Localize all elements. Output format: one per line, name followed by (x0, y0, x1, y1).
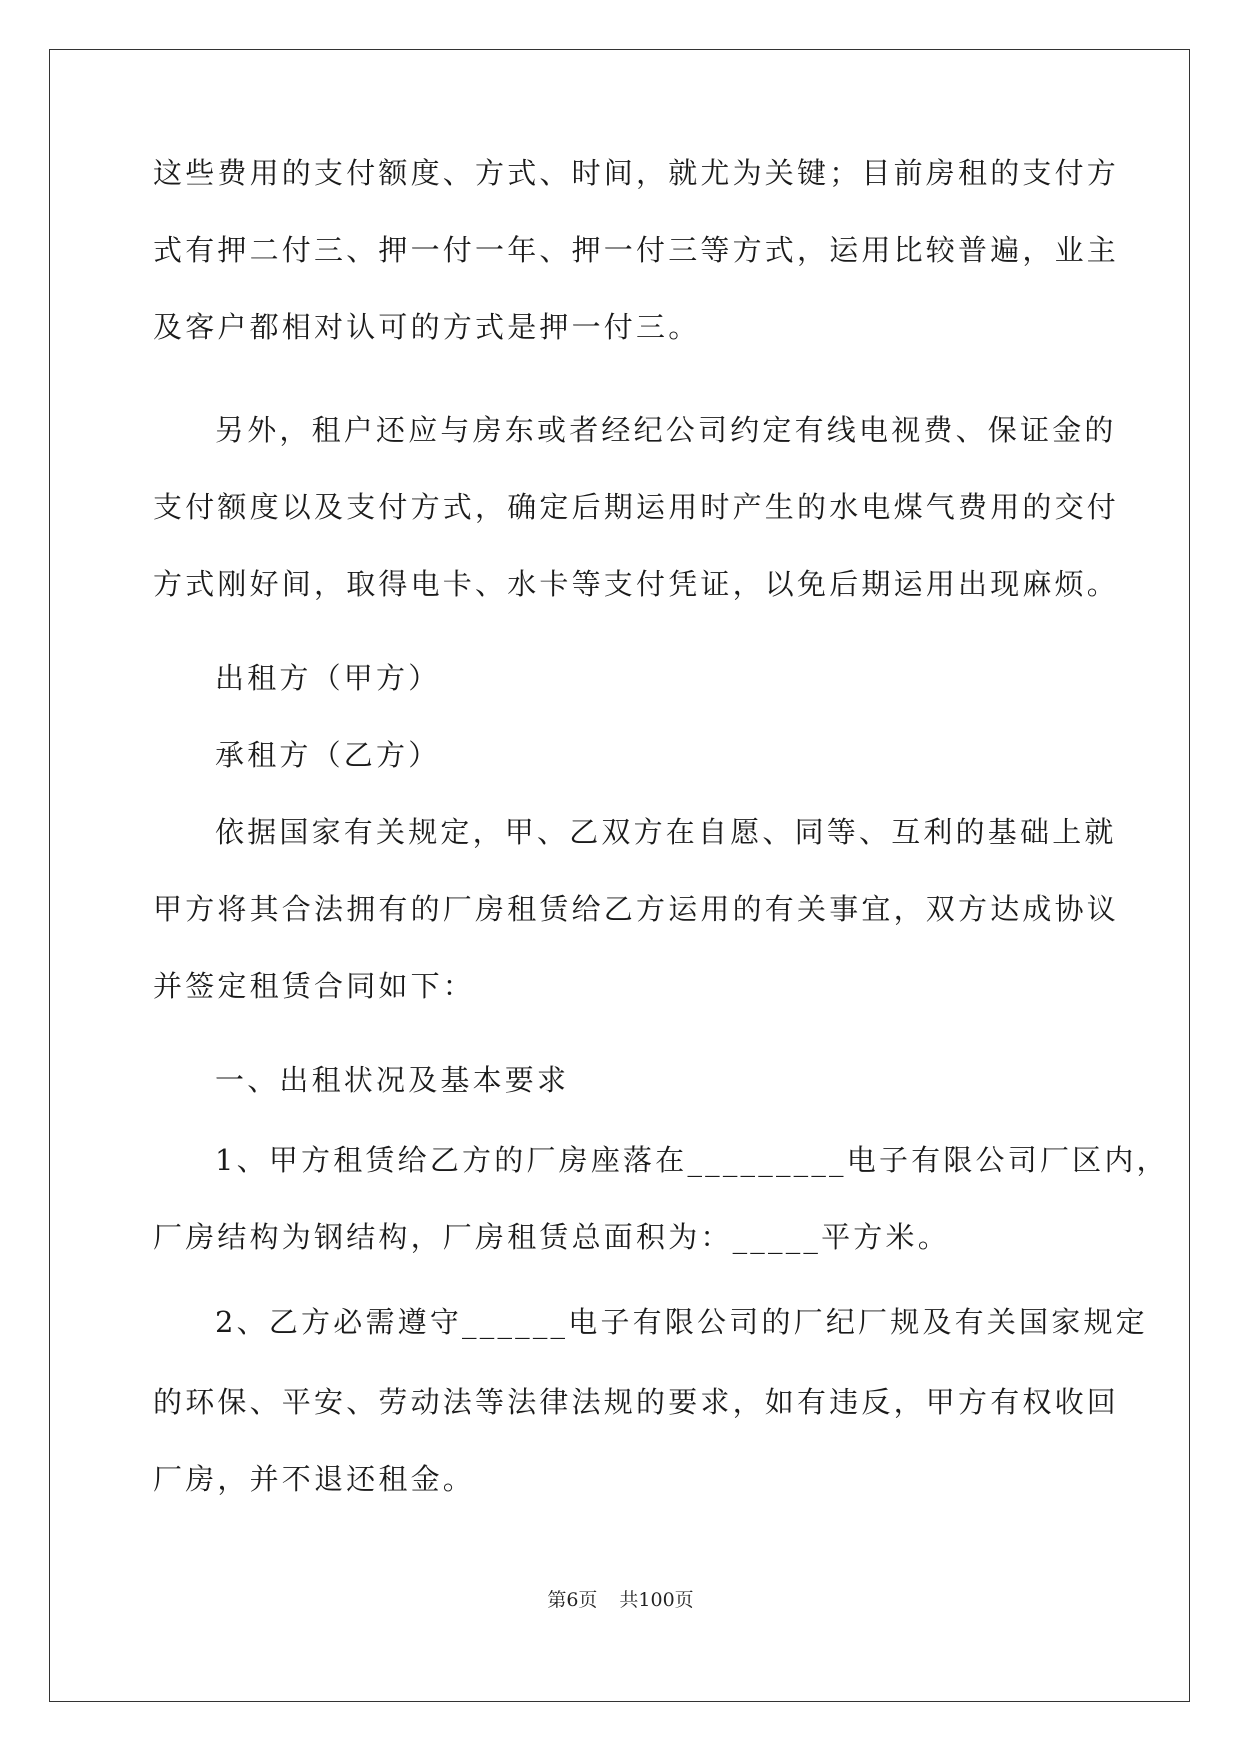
lessor-label: 出租方（甲方） (215, 661, 441, 695)
text-line: 并签定租赁合同如下： (153, 969, 476, 1003)
text-line: 这些费用的支付额度、方式、时间，就尤为关键；目前房租的支付方 (153, 156, 1120, 190)
page-border (49, 49, 1190, 1702)
page-footer (0, 1588, 1241, 1612)
text-line: 厂房，并不退还租金。 (153, 1462, 476, 1496)
page-number: 第6页 (547, 1589, 598, 1611)
text-line: 支付额度以及支付方式，确定后期运用时产生的水电煤气费用的交付 (153, 490, 1120, 524)
paragraph-start: 依据国家有关规定，甲、乙双方在自愿、同等、互利的基础上就 (215, 815, 1117, 849)
clause-2: 2、乙方必需遵守______电子有限公司的厂纪厂规及有关国家规定 (215, 1305, 1148, 1339)
text-line: 及客户都相对认可的方式是押一付三。 (153, 310, 701, 344)
section-heading: 一、出租状况及基本要求 (215, 1063, 570, 1097)
text-line: 的环保、平安、劳动法等法律法规的要求，如有违反，甲方有权收回 (153, 1385, 1120, 1419)
clause-1: 1、甲方租赁给乙方的厂房座落在_________电子有限公司厂区内， (215, 1143, 1169, 1177)
lessee-label: 承租方（乙方） (215, 738, 441, 772)
text-line: 甲方将其合法拥有的厂房租赁给乙方运用的有关事宜，双方达成协议 (153, 892, 1120, 926)
text-line: 厂房结构为钢结构，厂房租赁总面积为：_____平方米。 (153, 1220, 950, 1254)
text-line: 式有押二付三、押一付一年、押一付三等方式，运用比较普遍，业主 (153, 233, 1120, 267)
text-line: 方式刚好间，取得电卡、水卡等支付凭证，以免后期运用出现麻烦。 (153, 567, 1120, 601)
page-total: 共100页 (619, 1589, 694, 1611)
paragraph-start: 另外，租户还应与房东或者经纪公司约定有线电视费、保证金的 (215, 413, 1117, 447)
